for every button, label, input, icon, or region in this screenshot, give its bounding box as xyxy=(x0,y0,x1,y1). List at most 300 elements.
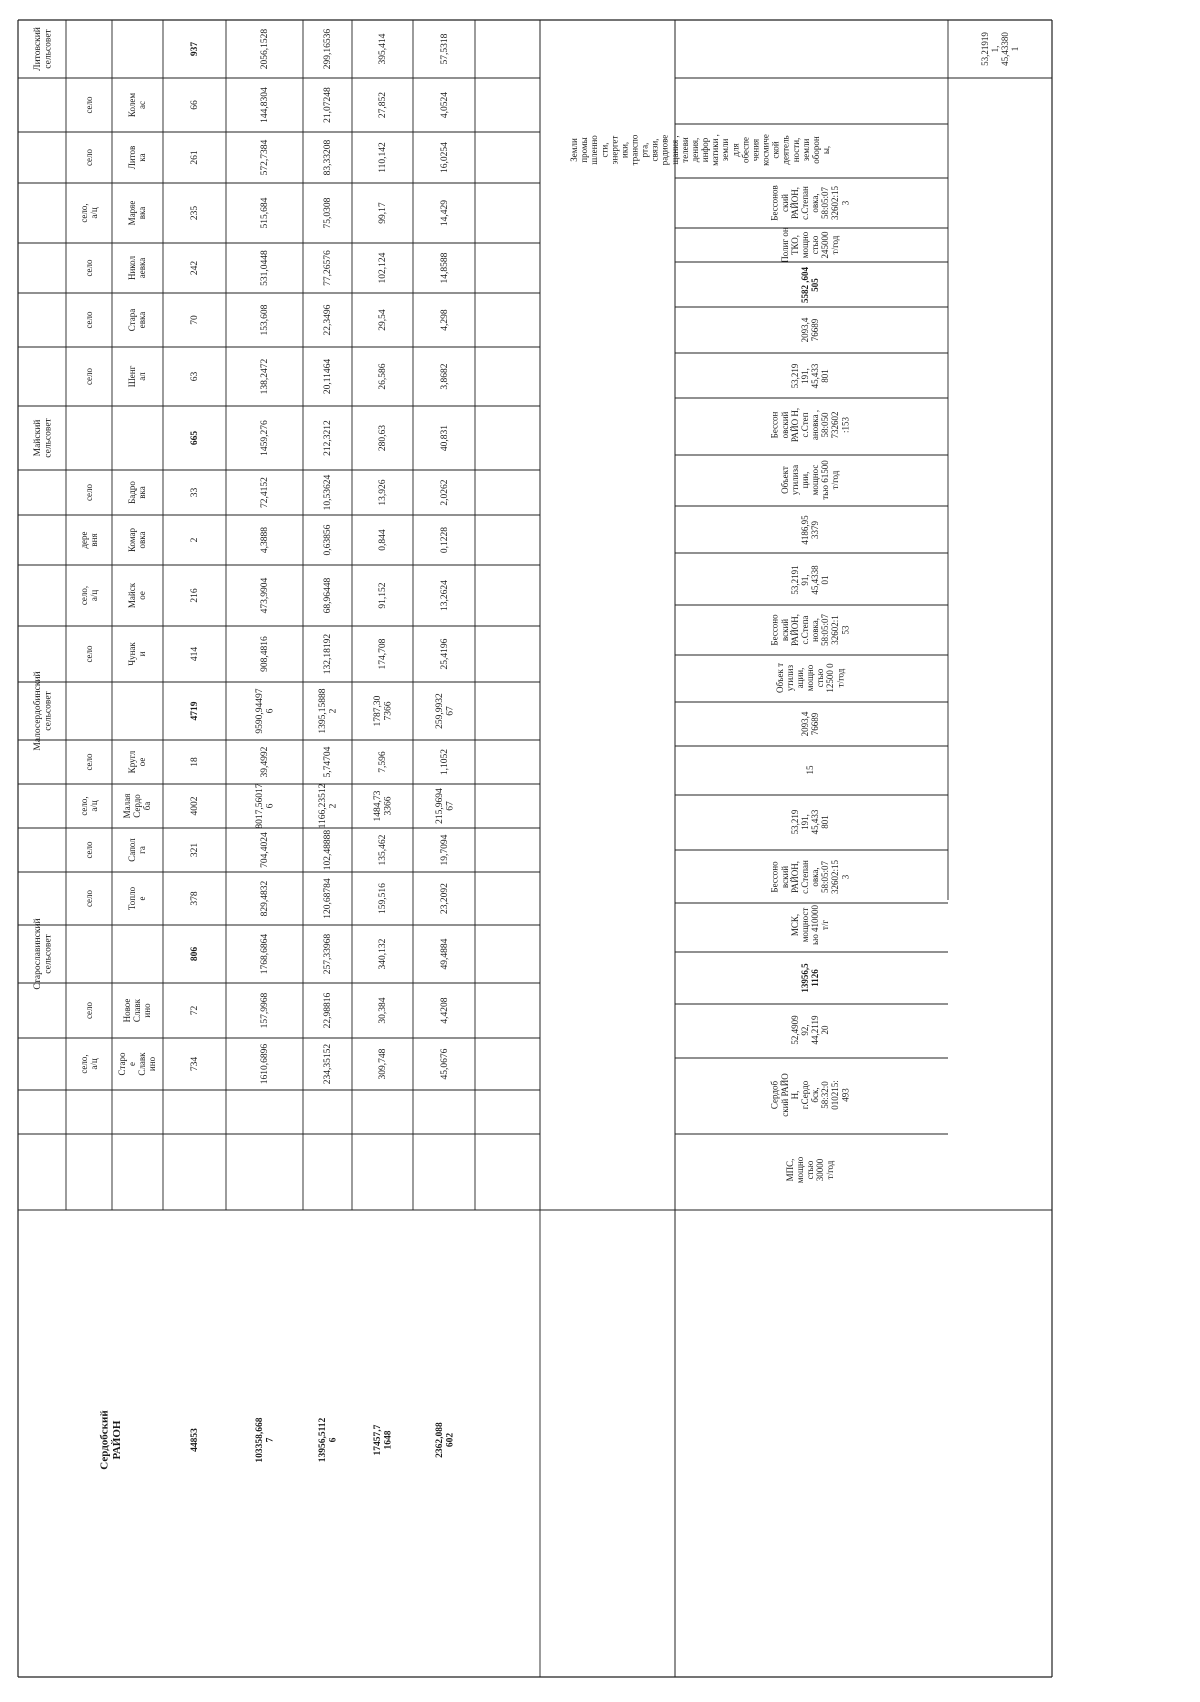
council-name xyxy=(32,27,54,71)
svg-text:14,8588: 14,8588 xyxy=(440,252,451,284)
district-total-value-d xyxy=(435,1422,456,1458)
svg-text:908,4816: 908,4816 xyxy=(260,636,271,672)
settlement-value-d xyxy=(440,749,450,775)
svg-text:531,0448: 531,0448 xyxy=(260,250,271,286)
facility-text xyxy=(770,860,851,895)
svg-text:село: село xyxy=(84,841,94,859)
council-value-d xyxy=(435,693,456,729)
svg-text:340,132: 340,132 xyxy=(378,938,389,970)
svg-text:10,53624: 10,53624 xyxy=(323,474,334,511)
council-name xyxy=(32,918,54,989)
council-value-c xyxy=(373,695,394,726)
settlement-value-b xyxy=(323,524,333,555)
svg-text:1610,6896: 1610,6896 xyxy=(260,1043,271,1085)
settlement-population xyxy=(190,757,200,767)
settlement-value-d xyxy=(440,527,450,553)
settlement-value-c xyxy=(378,479,388,505)
svg-text:село: село xyxy=(84,645,94,663)
svg-text:72,4152: 72,4152 xyxy=(260,477,271,508)
svg-text:20,11464: 20,11464 xyxy=(323,358,334,395)
svg-text:103358,6687: 103358,6687 xyxy=(254,1417,276,1463)
settlement-value-c xyxy=(378,638,388,669)
settlement-population xyxy=(190,315,200,325)
facility-text xyxy=(980,32,1020,66)
svg-text:БессоновскийРАЙОН,с.Степановка: БессоновскийРАЙОН,с.Степановка,58:05:0732602:153 xyxy=(769,613,851,647)
settlement-name xyxy=(127,481,147,504)
district-total-population xyxy=(190,1428,200,1452)
svg-text:Объек тутилизации,мощностью125: Объек тутилизации,мощностью12500 0т/год xyxy=(774,662,846,694)
settlement-value-c xyxy=(378,363,388,389)
svg-text:25,4196: 25,4196 xyxy=(440,638,451,670)
svg-text:53,219191,45,433801: 53,219191,45,433801 xyxy=(979,32,1021,66)
settlement-value-a xyxy=(260,250,270,286)
svg-text:Литовка: Литовка xyxy=(127,145,148,170)
svg-text:Комаровка: Комаровка xyxy=(127,527,148,553)
council-population xyxy=(190,701,200,720)
svg-text:НовоеСлавкино: НовоеСлавкино xyxy=(121,998,153,1023)
svg-text:1768,6864: 1768,6864 xyxy=(260,933,271,975)
svg-text:5582 ,604505: 5582 ,604505 xyxy=(800,267,821,303)
svg-text:68,96448: 68,96448 xyxy=(323,577,334,614)
svg-text:село,а/ц: село,а/ц xyxy=(79,1054,100,1074)
svg-text:село: село xyxy=(84,889,94,908)
svg-text:Малосердобинскийсельсовет: Малосердобинскийсельсовет xyxy=(32,671,54,751)
svg-text:174,708: 174,708 xyxy=(378,638,389,670)
svg-text:30,384: 30,384 xyxy=(378,997,389,1024)
svg-text:2093,476689: 2093,476689 xyxy=(800,711,821,737)
settlement-value-b xyxy=(323,474,333,510)
council-value-c xyxy=(378,425,388,451)
svg-text:7,596: 7,596 xyxy=(378,751,389,773)
svg-text:13956,51126: 13956,51126 xyxy=(800,963,821,993)
svg-text:52,490992,44,211920: 52,490992,44,211920 xyxy=(789,1015,831,1045)
settlement-value-b xyxy=(323,746,333,777)
svg-text:14,429: 14,429 xyxy=(440,199,451,227)
settlement-value-d xyxy=(440,997,450,1023)
svg-text:234,35152: 234,35152 xyxy=(323,1043,334,1085)
svg-text:53,219191,45,433801: 53,219191,45,433801 xyxy=(789,565,831,595)
settlement-population xyxy=(190,1057,200,1072)
svg-text:53,219191,45,433801: 53,219191,45,433801 xyxy=(789,363,831,389)
facility-text xyxy=(770,408,851,442)
settlement-value-a xyxy=(260,304,270,335)
facility-text xyxy=(770,614,851,647)
settlement-value-a xyxy=(260,527,270,553)
svg-text:Сердобский РАЙОН,г.Сердобск,58: Сердобский РАЙОН,г.Сердобск,58:32:0010215:493 xyxy=(769,1073,851,1117)
settlement-name xyxy=(127,750,147,773)
settlement-population xyxy=(190,647,200,662)
district-total-value-c xyxy=(373,1424,394,1455)
svg-text:Старославинскийсельсовет: Старославинскийсельсовет xyxy=(32,918,54,990)
svg-text:село: село xyxy=(84,148,94,167)
svg-text:СтароеСлавкино: СтароеСлавкино xyxy=(116,1052,158,1076)
settlement-value-d xyxy=(440,834,450,865)
svg-text:деревня: деревня xyxy=(79,531,100,549)
facility-text xyxy=(775,663,846,693)
settlement-population xyxy=(190,100,200,110)
svg-text:4002: 4002 xyxy=(190,796,201,816)
svg-text:72: 72 xyxy=(190,1005,201,1016)
settlement-type xyxy=(84,753,94,771)
svg-text:704,4024: 704,4024 xyxy=(260,832,271,868)
svg-text:0,63856: 0,63856 xyxy=(323,524,334,556)
svg-text:414: 414 xyxy=(190,646,201,662)
settlement-name xyxy=(117,1052,157,1076)
settlement-value-d xyxy=(440,252,450,283)
svg-text:село: село xyxy=(84,96,94,114)
settlement-value-c xyxy=(378,1048,388,1079)
settlement-value-d xyxy=(440,1048,450,1079)
svg-text:село: село xyxy=(84,483,94,502)
svg-text:1787,307366: 1787,307366 xyxy=(372,695,394,727)
svg-text:29,54: 29,54 xyxy=(378,309,389,331)
settlement-value-c xyxy=(378,309,388,331)
settlement-value-a xyxy=(260,746,270,777)
svg-text:Шенгал: Шенгал xyxy=(127,365,148,388)
svg-text:2093,476689: 2093,476689 xyxy=(800,317,821,343)
svg-text:235: 235 xyxy=(190,205,201,221)
settlement-value-b xyxy=(323,304,333,335)
svg-text:Объектутилизации,мощностью 615: Объектутилизации,мощностью 61500т/год xyxy=(779,460,841,500)
svg-text:49,4884: 49,4884 xyxy=(440,938,451,970)
settlement-type xyxy=(79,1054,99,1073)
settlement-name xyxy=(122,794,152,819)
settlement-population xyxy=(190,261,200,276)
district-total-value-b xyxy=(318,1417,339,1462)
settlement-population xyxy=(190,891,200,906)
svg-text:157,9968: 157,9968 xyxy=(260,992,271,1029)
settlement-value-b xyxy=(323,250,333,286)
settlement-value-a xyxy=(255,783,276,828)
svg-text:70: 70 xyxy=(190,315,201,325)
svg-text:8017,560176: 8017,560176 xyxy=(254,783,276,829)
district-total-value-a xyxy=(255,1417,276,1462)
settlement-population xyxy=(190,1006,200,1016)
svg-text:39,4992: 39,4992 xyxy=(260,746,271,778)
svg-text:91,152: 91,152 xyxy=(378,582,389,609)
svg-text:БессоновскийРАЙОН,с.Степановка: БессоновскийРАЙОН,с.Степановка,58:05:0732602:153 xyxy=(769,185,851,221)
settlement-value-b xyxy=(323,992,333,1028)
svg-text:Майское: Майское xyxy=(127,582,148,609)
facility-text xyxy=(800,963,820,993)
settlement-value-a xyxy=(260,1044,270,1085)
settlement-type xyxy=(84,259,94,277)
svg-text:19,7094: 19,7094 xyxy=(440,834,451,866)
svg-text:734: 734 xyxy=(190,1056,201,1072)
svg-text:Землипромышленности,энергетики: Землипромышленности,энергетики,транспорта,связи,радиовещания ,телевидения,информатики ,землидляобеспечениякосмическойдеятельности,землиобороны, xyxy=(569,134,831,166)
settlement-type xyxy=(84,645,94,663)
svg-text:77,26576: 77,26576 xyxy=(323,250,334,286)
svg-text:4,4208: 4,4208 xyxy=(440,997,451,1024)
facility-text xyxy=(780,460,840,500)
svg-text:309,748: 309,748 xyxy=(378,1048,389,1080)
svg-text:4719: 4719 xyxy=(190,701,201,721)
svg-text:13956,51126: 13956,51126 xyxy=(317,1417,339,1463)
svg-text:215,969467: 215,969467 xyxy=(434,788,456,824)
svg-text:1,1052: 1,1052 xyxy=(440,748,451,776)
settlement-value-c xyxy=(378,529,388,551)
svg-text:2,0262: 2,0262 xyxy=(440,479,451,506)
council-value-b xyxy=(323,934,333,975)
svg-text:4186,953379: 4186,953379 xyxy=(800,515,821,545)
settlement-value-a xyxy=(260,139,270,175)
district-total-label xyxy=(99,1410,123,1470)
council-value-b xyxy=(323,420,333,456)
svg-text:село,а/ц: село,а/ц xyxy=(79,203,100,223)
svg-text:321: 321 xyxy=(190,842,201,858)
svg-text:22,98816: 22,98816 xyxy=(323,992,334,1029)
settlement-value-b xyxy=(323,139,333,175)
settlement-population xyxy=(190,843,200,858)
settlement-value-d xyxy=(440,580,450,611)
facility-text xyxy=(800,515,820,545)
svg-text:21,07248: 21,07248 xyxy=(323,87,334,123)
council-value-d xyxy=(440,938,450,969)
settlement-value-c xyxy=(378,582,388,608)
svg-text:45,0676: 45,0676 xyxy=(440,1048,451,1080)
settlement-value-c xyxy=(378,751,388,773)
svg-text:27,852: 27,852 xyxy=(378,91,389,119)
settlement-value-d xyxy=(440,363,450,389)
settlement-type xyxy=(84,1001,94,1019)
council-value-a xyxy=(260,420,270,456)
settlement-name xyxy=(127,255,147,280)
svg-text:212,3212: 212,3212 xyxy=(323,420,334,456)
settlement-value-a xyxy=(260,197,270,228)
svg-text:4,298: 4,298 xyxy=(440,309,451,331)
svg-text:2362,088602: 2362,088602 xyxy=(434,1422,456,1458)
settlement-type xyxy=(84,367,94,385)
svg-text:53,219191,45,433801: 53,219191,45,433801 xyxy=(789,809,831,835)
svg-text:665: 665 xyxy=(190,430,201,446)
svg-text:135,462: 135,462 xyxy=(378,834,389,866)
settlement-value-b xyxy=(323,359,333,395)
council-name xyxy=(32,671,54,750)
svg-text:110,142: 110,142 xyxy=(378,142,389,173)
svg-text:63: 63 xyxy=(190,371,201,382)
svg-text:13,926: 13,926 xyxy=(378,479,389,506)
settlement-value-b xyxy=(323,577,333,613)
council-value-c xyxy=(378,33,388,64)
council-population xyxy=(190,431,200,446)
council-value-d xyxy=(440,33,450,64)
svg-text:4,3888: 4,3888 xyxy=(260,526,271,554)
svg-text:15: 15 xyxy=(805,765,815,775)
settlement-population xyxy=(190,488,200,498)
svg-text:395,414: 395,414 xyxy=(378,33,389,65)
svg-text:Полиг онТКО,мощностью245000т/г: Полиг онТКО,мощностью245000т/год xyxy=(779,227,841,263)
svg-text:0,1228: 0,1228 xyxy=(440,526,451,554)
council-value-d xyxy=(440,425,450,451)
svg-text:299,16536: 299,16536 xyxy=(323,28,334,70)
svg-text:66: 66 xyxy=(190,100,201,110)
settlement-value-d xyxy=(440,142,450,173)
facility-text xyxy=(790,1015,830,1045)
svg-text:Майскийсельсовет: Майскийсельсовет xyxy=(32,418,54,458)
settlement-value-d xyxy=(440,309,450,331)
settlement-value-c xyxy=(378,142,388,173)
council-value-b xyxy=(318,688,339,733)
svg-text:БессоновскийРАЙО Н,с.Степановк: БессоновскийРАЙО Н,с.Степановка ,58:050732602:153 xyxy=(769,407,851,443)
svg-text:572,7384: 572,7384 xyxy=(260,139,271,176)
settlement-name xyxy=(127,886,147,910)
svg-text:Литовскийсельсовет: Литовскийсельсовет xyxy=(32,27,54,71)
facility-text xyxy=(790,809,830,834)
svg-text:СердобскийРАЙОН: СердобскийРАЙОН xyxy=(98,1410,123,1470)
svg-text:13,2624: 13,2624 xyxy=(440,580,451,611)
settlement-name xyxy=(127,527,147,552)
svg-text:16,0254: 16,0254 xyxy=(440,142,451,173)
svg-text:3,8682: 3,8682 xyxy=(440,363,451,390)
svg-text:242: 242 xyxy=(190,260,201,276)
svg-text:МСК,мощностью 410000т/г: МСК,мощностью 410000т/г xyxy=(789,904,831,946)
settlement-name xyxy=(127,838,147,862)
settlement-value-b xyxy=(323,830,333,871)
svg-text:57,5318: 57,5318 xyxy=(440,33,451,65)
facility-text xyxy=(770,185,851,220)
svg-text:216: 216 xyxy=(190,588,201,603)
svg-text:4,0524: 4,0524 xyxy=(440,91,451,119)
settlement-population xyxy=(190,206,200,221)
facility-text xyxy=(770,1073,851,1117)
settlement-value-d xyxy=(435,788,456,824)
facility-text xyxy=(790,565,830,595)
svg-text:515,684: 515,684 xyxy=(260,197,271,229)
settlement-value-a xyxy=(260,992,270,1028)
settlement-name xyxy=(127,146,147,169)
settlement-value-a xyxy=(260,577,270,613)
settlement-value-c xyxy=(378,834,388,865)
settlement-value-b xyxy=(323,1044,333,1085)
council-population xyxy=(190,947,200,962)
table-cells xyxy=(32,27,1020,1470)
svg-text:261: 261 xyxy=(190,150,201,165)
svg-text:40,831: 40,831 xyxy=(440,424,451,452)
svg-text:159,516: 159,516 xyxy=(378,883,389,914)
svg-text:378: 378 xyxy=(190,891,201,906)
facility-text xyxy=(790,904,830,945)
svg-text:23,2092: 23,2092 xyxy=(440,883,451,914)
svg-text:132,18192: 132,18192 xyxy=(323,633,334,675)
svg-text:83,33208: 83,33208 xyxy=(323,139,334,176)
svg-text:257,33968: 257,33968 xyxy=(323,933,334,975)
settlement-population xyxy=(190,372,200,382)
svg-text:1166,235122: 1166,235122 xyxy=(317,783,339,829)
settlement-population xyxy=(190,537,200,542)
settlement-value-c xyxy=(378,202,388,224)
settlement-population xyxy=(190,796,200,815)
settlement-name xyxy=(127,642,147,666)
council-population xyxy=(190,42,200,57)
settlement-type xyxy=(84,889,94,907)
settlement-type xyxy=(84,311,94,329)
settlement-population xyxy=(190,588,200,603)
facility-text xyxy=(800,317,820,342)
svg-text:22,3496: 22,3496 xyxy=(323,304,334,336)
svg-text:Чунаки: Чунаки xyxy=(127,642,148,666)
settlement-value-d xyxy=(440,92,450,118)
svg-text:806: 806 xyxy=(190,946,201,962)
settlement-value-c xyxy=(373,790,394,821)
svg-text:18: 18 xyxy=(190,757,201,767)
council-value-c xyxy=(378,938,388,969)
svg-text:Николаевка: Николаевка xyxy=(127,255,148,281)
settlement-value-d xyxy=(440,479,450,505)
svg-text:Маряевка: Маряевка xyxy=(127,200,148,226)
settlement-type xyxy=(79,586,99,605)
svg-text:село,а/ц: село,а/ц xyxy=(79,796,100,816)
svg-text:Круглое: Круглое xyxy=(127,750,148,774)
svg-text:26,586: 26,586 xyxy=(378,363,389,390)
settlement-value-a xyxy=(260,880,270,916)
svg-text:473,9904: 473,9904 xyxy=(260,577,271,614)
svg-text:село: село xyxy=(84,311,94,329)
svg-text:120,68784: 120,68784 xyxy=(323,878,334,919)
svg-text:Саполга: Саполга xyxy=(127,838,148,862)
svg-text:село: село xyxy=(84,259,94,277)
svg-text:село: село xyxy=(84,367,94,386)
settlement-value-b xyxy=(323,87,333,123)
settlement-value-c xyxy=(378,252,388,283)
settlement-name xyxy=(127,309,147,331)
settlement-type xyxy=(84,483,94,501)
facility-text xyxy=(800,267,820,304)
settlement-value-d xyxy=(440,638,450,669)
svg-text:153,608: 153,608 xyxy=(260,304,271,336)
svg-text:144,8304: 144,8304 xyxy=(260,87,271,123)
council-value-a xyxy=(255,688,276,733)
facility-text xyxy=(800,711,820,736)
settlement-value-a xyxy=(260,636,270,672)
council-value-a xyxy=(260,29,270,70)
svg-text:0,844: 0,844 xyxy=(378,529,389,551)
settlement-value-c xyxy=(378,92,388,118)
settlement-value-b xyxy=(323,197,333,228)
settlement-value-a xyxy=(260,832,270,868)
settlement-value-a xyxy=(260,87,270,123)
settlement-value-b xyxy=(323,878,333,919)
svg-text:17457,71648: 17457,71648 xyxy=(372,1424,394,1456)
svg-text:2: 2 xyxy=(190,537,201,543)
svg-text:село: село xyxy=(84,1001,94,1020)
svg-text:МПС,мощностью30000т/год: МПС,мощностью30000т/год xyxy=(784,1156,836,1184)
svg-text:829,4832: 829,4832 xyxy=(260,880,271,917)
settlement-value-a xyxy=(260,358,270,394)
council-value-a xyxy=(260,934,270,975)
svg-text:Колемас: Колемас xyxy=(127,92,148,118)
svg-text:75,0308: 75,0308 xyxy=(323,197,334,229)
svg-text:5,74704: 5,74704 xyxy=(323,746,334,778)
settlement-type xyxy=(84,148,94,166)
svg-text:280,63: 280,63 xyxy=(378,424,389,452)
svg-text:44853: 44853 xyxy=(190,1428,201,1452)
svg-text:село: село xyxy=(84,753,94,771)
svg-text:2056,1528: 2056,1528 xyxy=(260,28,271,70)
facility-text xyxy=(780,227,840,263)
facility-text xyxy=(790,363,830,388)
svg-text:102,48888: 102,48888 xyxy=(323,829,334,871)
settlement-value-d xyxy=(440,200,450,226)
settlement-type xyxy=(79,796,99,815)
settlement-value-b xyxy=(318,783,339,828)
facility-text xyxy=(569,134,831,166)
svg-text:село,а/ц: село,а/ц xyxy=(79,585,100,606)
settlement-value-a xyxy=(260,477,270,508)
council-value-b xyxy=(323,29,333,70)
svg-text:99,17: 99,17 xyxy=(378,202,389,224)
svg-text:102,124: 102,124 xyxy=(378,252,389,284)
facility-text xyxy=(805,765,815,775)
